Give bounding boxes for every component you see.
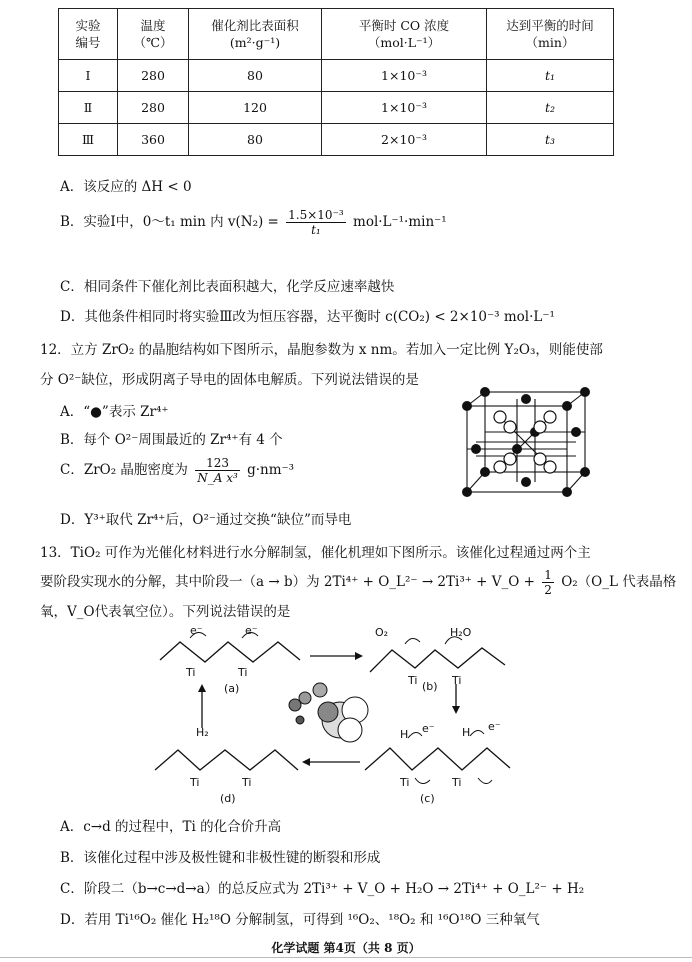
o2-label: O₂: [375, 626, 389, 639]
ti-label: Ti: [242, 776, 252, 789]
ti-label: Ti: [186, 666, 196, 679]
q12-option-b: B．每个 O²⁻周围最近的 Zr⁴⁺有 4 个: [60, 432, 283, 448]
fraction-numerator: 123: [195, 456, 240, 471]
table-cell: t₂: [487, 92, 614, 124]
q13-option-c: C．阶段二（b→c→d→a）的总反应式为 2Ti³⁺ + V_O + H₂O → 2Ti⁴⁺ + O_L²⁻ + H₂: [60, 881, 585, 897]
mechanism-diagram: [150, 620, 530, 810]
label-c: (c): [420, 792, 435, 805]
table-cell: t₃: [487, 124, 614, 156]
q12-option-c: [60, 456, 294, 485]
electron-label: e⁻: [245, 624, 258, 637]
q13-stem-text-end: O₂（O_L 代表晶格: [561, 574, 677, 590]
table-cell: 1×10⁻³: [322, 60, 487, 92]
q13-stem-line3: 氧，V_O代表氧空位）。下列说法错误的是: [40, 604, 291, 620]
label-a: (a): [224, 682, 240, 695]
crystal-cell-diagram: [455, 382, 600, 502]
ti-label: Ti: [190, 776, 200, 789]
fraction: [286, 208, 346, 237]
q12-stem-line1: 12．立方 ZrO₂ 的晶胞结构如下图所示，晶胞参数为 x nm。若加入一定比例 Y₂O₃，则能使部: [40, 342, 603, 358]
fraction-denominator: t₁: [311, 223, 321, 237]
table-row: [59, 60, 614, 92]
q13-option-d: D．若用 Ti¹⁶O₂ 催化 H₂¹⁸O 分解制氢，可得到 ¹⁶O₂、¹⁸O₂ 和 ¹⁶O¹⁸O 三种氧气: [60, 912, 540, 928]
table-cell: 280: [118, 92, 189, 124]
fraction: [195, 456, 240, 485]
q11-option-b: [60, 208, 447, 237]
table-header-row: [59, 9, 614, 60]
label-b: (b): [422, 680, 438, 693]
table-cell: 80: [189, 60, 322, 92]
catalyst-particle: [289, 683, 368, 742]
table-header-cell: 达到平衡的时间 （min）: [487, 9, 614, 60]
table-cell: 2×10⁻³: [322, 124, 487, 156]
h-label: H: [400, 728, 409, 741]
ti-label: Ti: [408, 674, 418, 687]
q12-stem-line2: 分 O²⁻缺位，形成阴离子导电的固体电解质。下列说法错误的是: [40, 372, 419, 388]
label-d: (d): [220, 792, 236, 805]
h2o-label: H₂O: [450, 626, 472, 639]
ti-label: Ti: [452, 674, 462, 687]
q13-stem-line1: 13．TiO₂ 可作为光催化材料进行水分解制氢，催化机理如下图所示。该催化过程通过两个主: [40, 545, 591, 561]
table-cell: Ⅱ: [59, 92, 118, 124]
page-footer: 化学试题 第4页（共 8 页）: [271, 941, 421, 955]
table-row: [59, 92, 614, 124]
electron-label: e⁻: [488, 720, 501, 733]
q11-option-a: A．该反应的 ΔH < 0: [60, 179, 192, 195]
table-cell: t₁: [487, 60, 614, 92]
ti-label: Ti: [400, 776, 410, 789]
q12-option-c-unit: g·nm⁻³: [247, 462, 295, 478]
q12-option-c-text: C．ZrO₂ 晶胞密度为: [60, 462, 188, 478]
table-cell: Ⅲ: [59, 124, 118, 156]
table-header-cell: 催化剂比表面积 (m²·g⁻¹): [189, 9, 322, 60]
electron-label: e⁻: [422, 722, 435, 735]
fraction: [542, 568, 554, 597]
table-cell: Ⅰ: [59, 60, 118, 92]
q11-option-c: C．相同条件下催化剂比表面积越大，化学反应速率越快: [60, 279, 395, 295]
table-header-cell: 实验 编号: [59, 9, 118, 60]
electron-label: e⁻: [190, 624, 203, 637]
q13-option-a: A．c→d 的过程中，Ti 的化合价升高: [60, 819, 282, 835]
h-label: H: [462, 726, 471, 739]
table-cell: 80: [189, 124, 322, 156]
table-cell: 280: [118, 60, 189, 92]
q11-option-d: D．其他条件相同时将实验Ⅲ改为恒压容器，达平衡时 c(CO₂) < 2×10⁻³ mol·L⁻¹: [60, 309, 555, 325]
ti-label: Ti: [238, 666, 248, 679]
q12-option-d: D．Y³⁺取代 Zr⁴⁺后，O²⁻通过交换“缺位”而导电: [60, 512, 352, 528]
h2-label: H₂: [196, 726, 209, 739]
q13-stem-text: 要阶段实现水的分解，其中阶段一（a → b）为 2Ti⁴⁺ + O_L²⁻ → 2Ti³⁺ + V_O +: [40, 574, 535, 590]
fraction-denominator: N_A x³: [197, 471, 238, 485]
table-cell: 1×10⁻³: [322, 92, 487, 124]
fraction-numerator: 1.5×10⁻³: [288, 208, 344, 222]
fraction-numerator: 1: [544, 568, 552, 582]
q13-stem-line2: [40, 568, 676, 597]
q11-option-b-text: B．实验Ⅰ中，0～t₁ min 内 v(N₂) =: [60, 214, 279, 230]
q11-option-b-unit: mol·L⁻¹·min⁻¹: [353, 214, 447, 230]
experiment-table: [58, 8, 614, 156]
table-row: [59, 124, 614, 156]
q12-option-a: A．“●”表示 Zr⁴⁺: [60, 404, 169, 420]
table-cell: 360: [118, 124, 189, 156]
fraction-denominator: 2: [544, 583, 552, 597]
q13-option-b: B．该催化过程中涉及极性键和非极性键的断裂和形成: [60, 850, 381, 866]
table-header-cell: 温度 （℃）: [118, 9, 189, 60]
table-header-cell: 平衡时 CO 浓度 （mol·L⁻¹）: [322, 9, 487, 60]
ti-label: Ti: [452, 776, 462, 789]
table-cell: 120: [189, 92, 322, 124]
divider: [0, 957, 692, 958]
